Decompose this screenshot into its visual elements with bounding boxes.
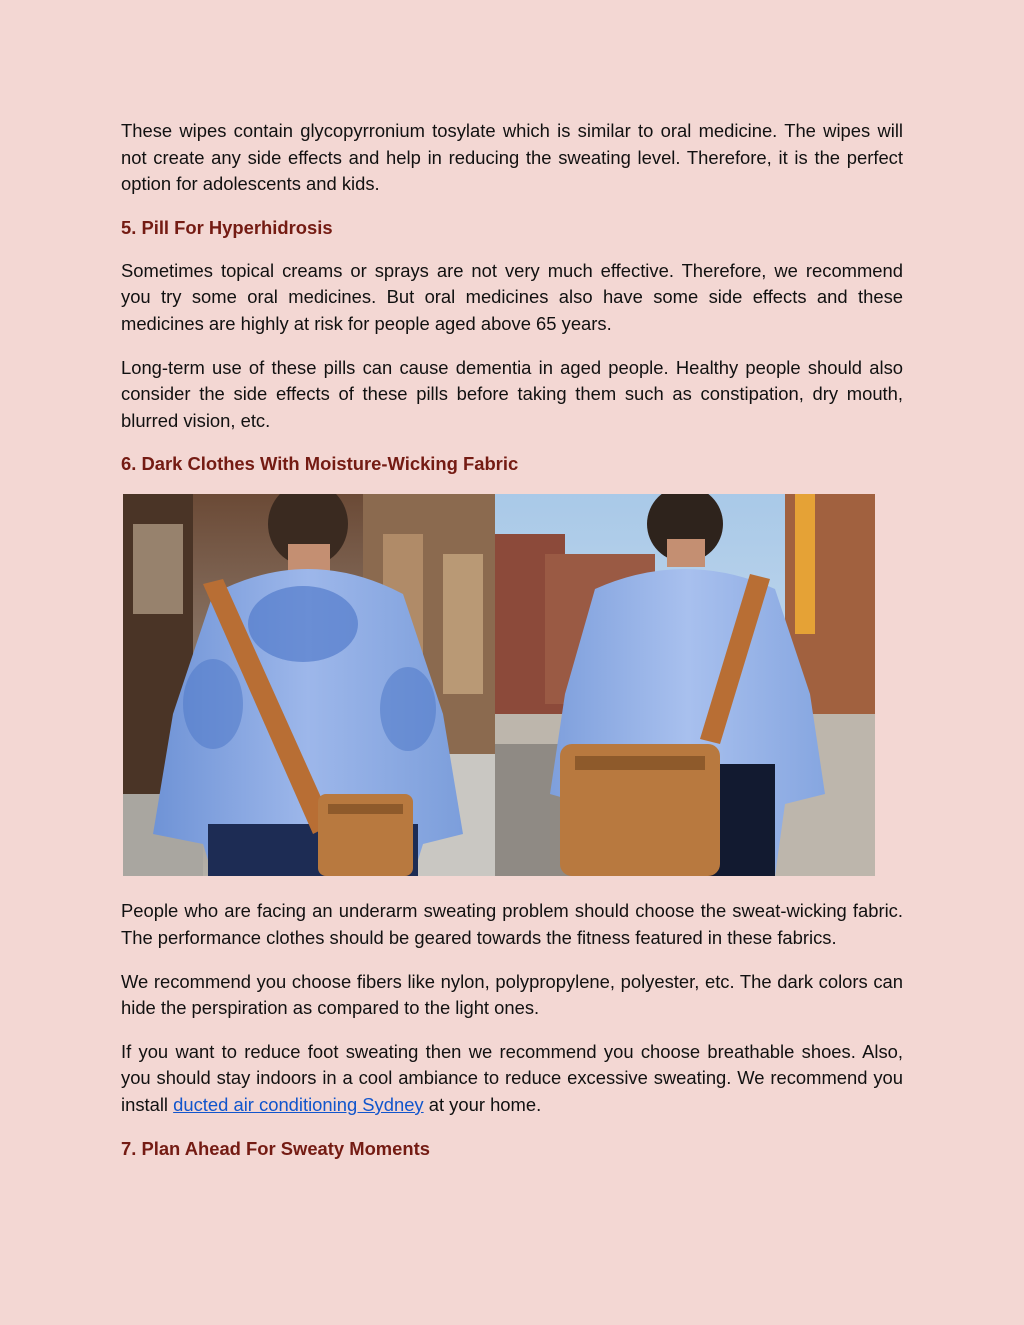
heading-plan-ahead: 7. Plan Ahead For Sweaty Moments — [121, 1137, 430, 1159]
paragraph-foot-sweating-end: at your home. — [423, 1093, 542, 1115]
heading-pill-for-hyperhidrosis: 5. Pill For Hyperhidrosis — [121, 216, 333, 238]
paragraph-fibers: We recommend you choose fibers like nylon, polypropylene, polyester, etc. The dark colors can hide the perspiration as compared to the light ones. — [121, 970, 903, 1019]
sweaty-shirt-photo — [123, 494, 495, 876]
sweat-comparison-photo — [123, 494, 875, 876]
heading-dark-clothes: 6. Dark Clothes With Moisture-Wicking Fabric — [121, 453, 519, 475]
ducted-air-conditioning-link[interactable]: ducted air conditioning Sydney — [173, 1093, 424, 1115]
dry-shirt-photo — [495, 494, 875, 876]
paragraph-foot-sweating — [121, 1039, 903, 1119]
paragraph-pill-side-effects: Long-term use of these pills can cause dementia in aged people. Healthy people should also consider the side effects of these pills before taking them such as constipation, dry mouth, blurred vision, etc. — [121, 356, 903, 431]
paragraph-wipes: These wipes contain glycopyrronium tosylate which is similar to oral medicine. The wipes will not create any side effects and help in reducing the sweating level. Therefore, it is the perfect option for adolescents and kids. — [121, 120, 903, 195]
paragraph-foot-sweating-text: If you want to reduce foot sweating then we recommend you choose breathable shoes. Also, you should stay indoors in a cool ambiance to reduce excessive sweating. We recommend you install — [121, 1040, 903, 1115]
paragraph-sweat-wicking: People who are facing an underarm sweating problem should choose the sweat-wicking fabric. The performance clothes should be geared towards the fitness featured in these fabrics. — [121, 900, 903, 948]
paragraph-oral-medicines: Sometimes topical creams or sprays are not very much effective. Therefore, we recommend you try some oral medicines. But oral medicines also have some side effects and these medicines are highly at risk for people aged above 65 years. — [121, 259, 903, 334]
